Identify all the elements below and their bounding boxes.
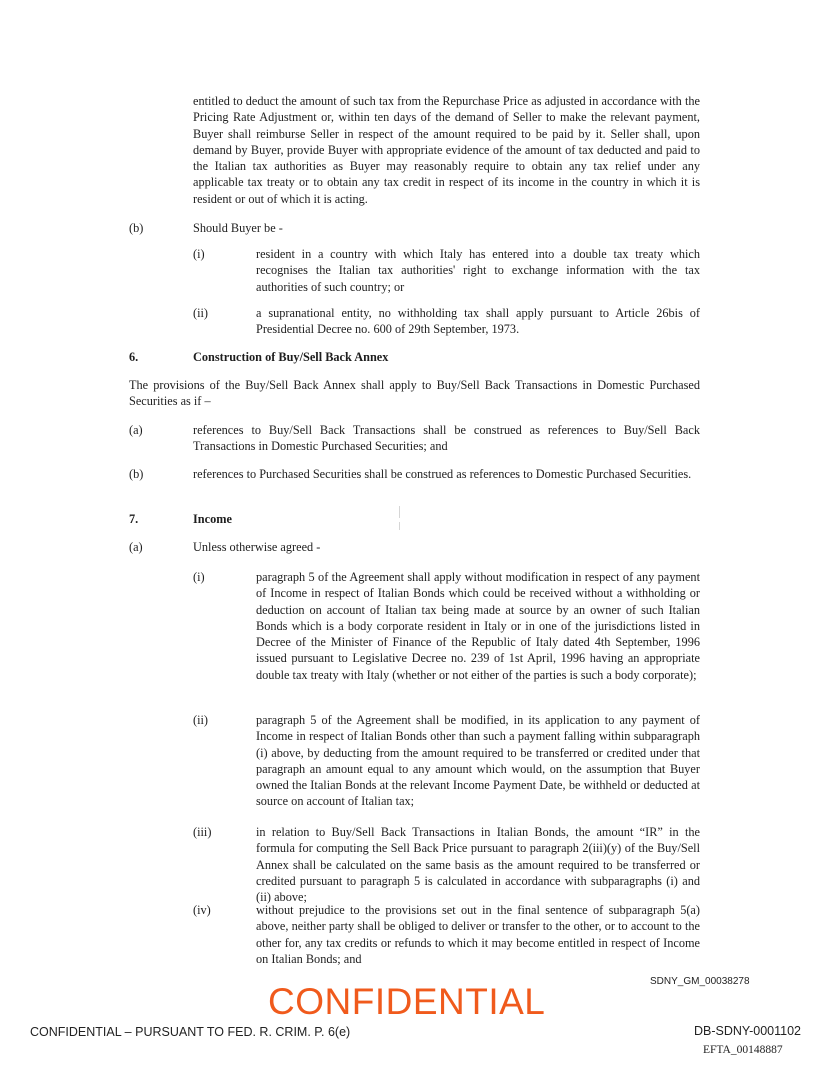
list-item: resident in a country with which Italy has entered into a double tax treaty which recognises the Italian tax authorities' right to exchange information with the tax authorities of such country; or	[256, 247, 700, 294]
list-item: references to Purchased Securities shall be construed as references to Domestic Purchased Securities.	[193, 467, 692, 481]
bates-number: SDNY_GM_00038278	[650, 976, 750, 987]
section-5b-label: (b)	[129, 221, 144, 235]
section-7-number: 7.	[129, 512, 139, 526]
list-item: references to Buy/Sell Back Transactions shall be construed as references to Buy/Sell Back Transactions in Domestic Purchased Securities; and	[193, 423, 700, 454]
confidential-legend: CONFIDENTIAL – PURSUANT TO FED. R. CRIM. P. 6(e)	[30, 1025, 351, 1039]
db-number: DB-SDNY-0001102	[694, 1024, 802, 1038]
scan-mark	[399, 522, 400, 530]
item-label: (ii)	[193, 306, 209, 320]
section-6-intro: The provisions of the Buy/Sell Back Annex shall apply to Buy/Sell Back Transactions in Domestic Purchased Securities as if –	[129, 378, 700, 409]
efta-number: EFTA_00148887	[703, 1044, 783, 1056]
intro-paragraph: entitled to deduct the amount of such tax from the Repurchase Price as adjusted in accordance with the Pricing Rate Adjustment or, within ten days of the demand of Seller to make the relevant payment, Buyer shall reimburse Seller in respect of the amount required to be paid by it. Seller shall, upon demand by Buyer, provide Buyer with appropriate evidence of the amount of tax deducted and paid to the Italian tax authorities as Buyer may reasonably require to obtain any tax relief under any applicable tax treaty or to obtain any tax credit in respect of its income in the country in which it is resident or out of which it is acting.	[193, 94, 700, 206]
item-label: (b)	[129, 467, 144, 481]
section-7a-text: Unless otherwise agreed -	[193, 540, 321, 554]
section-5b-text: Should Buyer be -	[193, 221, 283, 235]
item-label: (a)	[129, 423, 143, 437]
item-label: (ii)	[193, 713, 209, 727]
section-6-number: 6.	[129, 350, 139, 364]
section-7a-label: (a)	[129, 540, 143, 554]
list-item: a supranational entity, no withholding tax shall apply pursuant to Article 26bis of Presidential Decree no. 600 of 29th September, 1973.	[256, 306, 700, 337]
confidential-stamp: CONFIDENTIAL	[268, 981, 546, 1022]
list-item: without prejudice to the provisions set out in the final sentence of subparagraph 5(a) above, neither party shall be obliged to deliver or transfer to the other, or to account to the other for, any tax credits or refunds to which it may become entitled in respect of Income on Italian Bonds; and	[256, 903, 700, 966]
item-label: (iii)	[193, 825, 212, 839]
section-6-title: Construction of Buy/Sell Back Annex	[193, 350, 389, 364]
list-item: paragraph 5 of the Agreement shall be modified, in its application to any payment of Income in respect of Italian Bonds other than such a payment falling within subparagraph (i) above, by deducting from the amount required to be transferred or credited under that paragraph an amount equal to any amount which would, on the assumption that Buyer owned the Italian Bonds at the relevant Income Payment Date, be withheld or deducted at source on account of Italian tax;	[256, 713, 700, 809]
section-7-title: Income	[193, 512, 232, 526]
item-label: (i)	[193, 570, 205, 584]
item-label: (i)	[193, 247, 205, 261]
list-item: paragraph 5 of the Agreement shall apply without modification in respect of any payment of Income in respect of Italian Bonds which could be received without a withholding or deduction on account of Italian tax being made at source by an owner of such Italian Bonds which is a body corporate resident in Italy or in one of the jurisdictions listed in Decree of the Minister of Finance of the Republic of Italy dated 4th September, 1996 issued pursuant to Legislative Decree no. 239 of 1st April, 1996 having an appropriate double tax treaty with Italy (whether or not either of the parties is such a body corporate);	[256, 570, 700, 682]
list-item: in relation to Buy/Sell Back Transactions in Italian Bonds, the amount “IR” in the formula for computing the Sell Back Price pursuant to paragraph 2(iii)(y) of the Buy/Sell Annex shall be calculated on the same basis as the amount required to be transferred or credited pursuant to paragraph 5 is calculated in accordance with subparagraphs (i) and (ii) above;	[256, 825, 700, 905]
item-label: (iv)	[193, 903, 211, 917]
scan-mark	[399, 506, 400, 518]
